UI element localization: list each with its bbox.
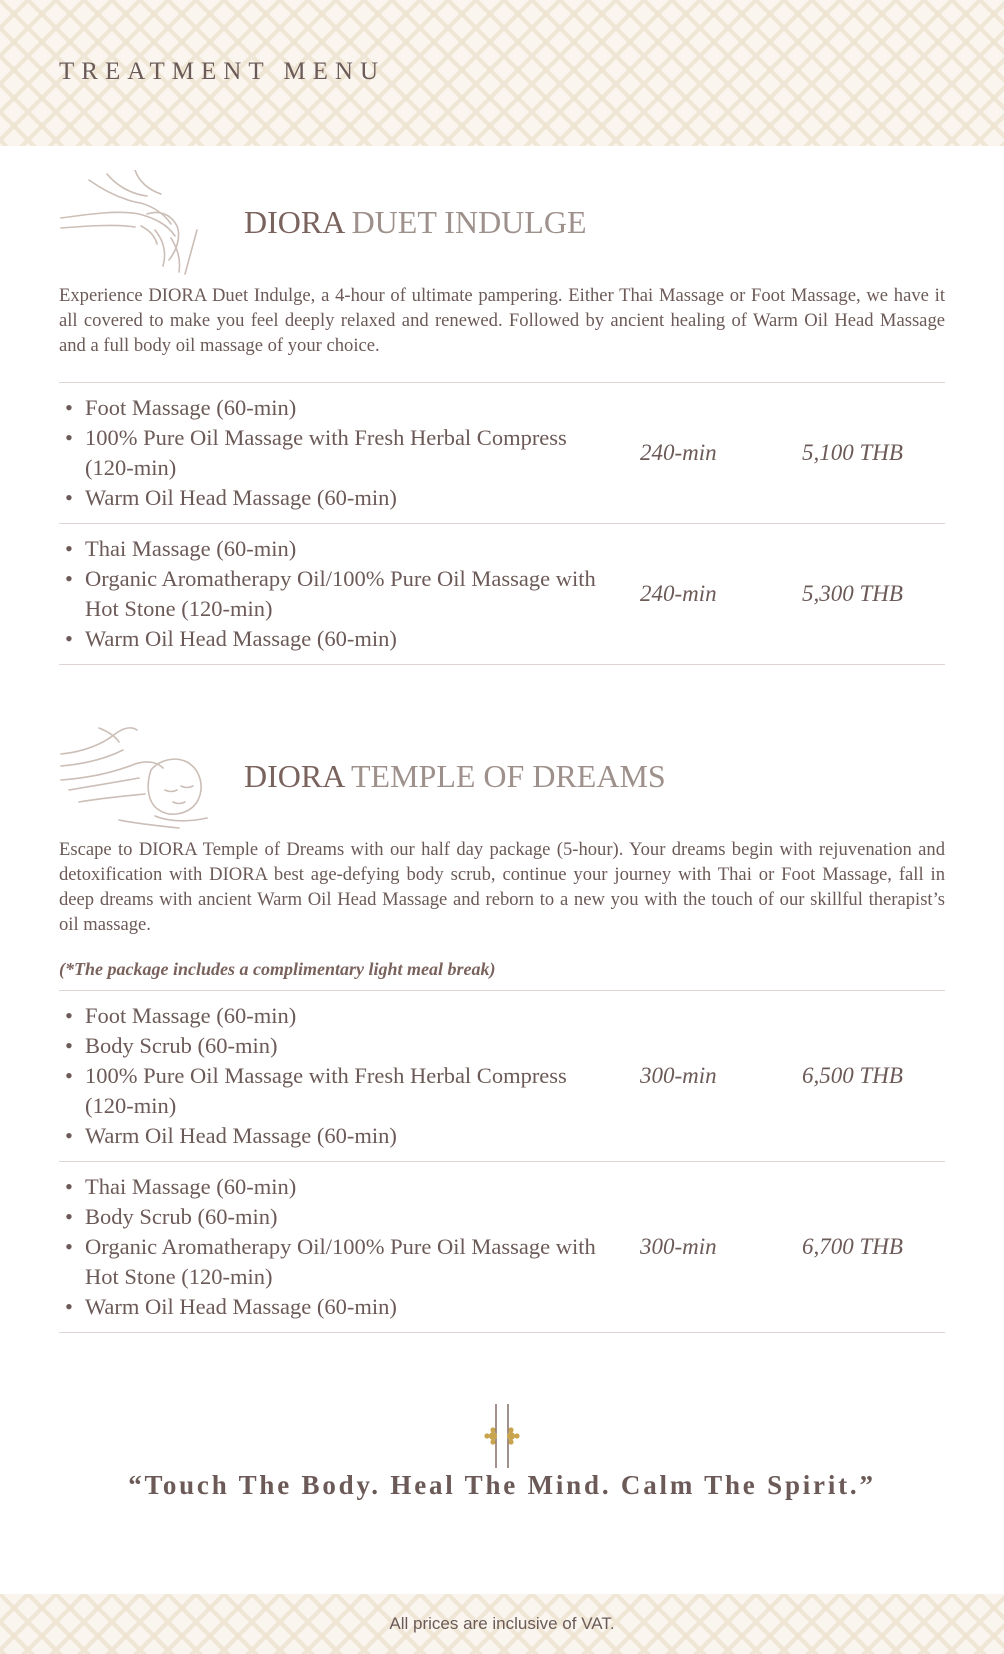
tagline: “Touch The Body. Heal The Mind. Calm The Spirit.”: [128, 1470, 876, 1500]
section-duet-indulge: [59, 170, 945, 665]
package-list: [59, 382, 945, 665]
title-name: DUET INDULGE: [351, 204, 587, 240]
package-item: • Warm Oil Head Massage (60-min): [59, 624, 619, 654]
section-description: Escape to DIORA Temple of Dreams with our half day package (5-hour). Your dreams begin with rejuvenation and detoxification with DIORA best age-defying body scrub, continue your journey with Thai or Foot Massage, fall in deep dreams with ancient Warm Oil Head Massage and reborn to a new you with the touch of our skillful therapist’s oil massage.: [59, 839, 945, 935]
package-row: [59, 991, 945, 1162]
package-item: • Warm Oil Head Massage (60-min): [59, 483, 619, 513]
head-massage-icon: [59, 724, 209, 829]
package-item: • Thai Massage (60-min): [59, 1172, 619, 1202]
title-brand: DIORA: [244, 758, 344, 794]
package-item: • Body Scrub (60-min): [59, 1031, 619, 1061]
package-row: [59, 1162, 945, 1333]
package-item: • Organic Aromatherapy Oil/100% Pure Oil Massage with Hot Stone (120-min): [59, 564, 619, 624]
flower-ornament-icon: [482, 1404, 522, 1468]
package-price: 5,100 THB: [802, 440, 903, 465]
package-item: • Warm Oil Head Massage (60-min): [59, 1121, 619, 1151]
title-brand: DIORA: [244, 204, 344, 240]
section-header: [59, 170, 945, 275]
section-title: [244, 758, 666, 795]
package-item: • Foot Massage (60-min): [59, 1001, 619, 1031]
package-item: • Foot Massage (60-min): [59, 393, 619, 423]
package-duration: 240-min: [640, 440, 717, 465]
title-name: TEMPLE OF DREAMS: [350, 758, 666, 794]
package-row: [59, 524, 945, 665]
page-title: TREATMENT MENU: [59, 58, 386, 85]
massage-hands-icon: [59, 170, 209, 275]
vat-note: All prices are inclusive of VAT.: [389, 1614, 615, 1633]
package-list: [59, 990, 945, 1333]
package-item: • 100% Pure Oil Massage with Fresh Herbal Compress (120-min): [59, 1061, 619, 1121]
package-duration: 240-min: [640, 581, 717, 606]
package-items: [59, 393, 619, 513]
package-price: 5,300 THB: [802, 581, 903, 606]
section-description: Experience DIORA Duet Indulge, a 4-hour of ultimate pampering. Either Thai Massage or Foot Massage, we have it all covered to make you feel deeply relaxed and renewed. Followed by ancient healing of Warm Oil Head Massage and a full body oil massage of your choice.: [59, 285, 945, 356]
package-duration: 300-min: [640, 1234, 717, 1259]
package-items: [59, 534, 619, 654]
package-items: [59, 1172, 619, 1322]
package-row: [59, 383, 945, 524]
package-item: • 100% Pure Oil Massage with Fresh Herbal Compress (120-min): [59, 423, 619, 483]
package-item: • Organic Aromatherapy Oil/100% Pure Oil Massage with Hot Stone (120-min): [59, 1232, 619, 1292]
package-item: • Body Scrub (60-min): [59, 1202, 619, 1232]
package-note: (*The package includes a complimentary light meal break): [59, 959, 496, 979]
section-title: [244, 204, 586, 241]
section-temple-of-dreams: [59, 724, 945, 1333]
package-price: 6,700 THB: [802, 1234, 903, 1259]
package-item: • Warm Oil Head Massage (60-min): [59, 1292, 619, 1322]
package-items: [59, 1001, 619, 1151]
section-header: [59, 724, 945, 829]
package-item: • Thai Massage (60-min): [59, 534, 619, 564]
package-price: 6,500 THB: [802, 1063, 903, 1088]
package-duration: 300-min: [640, 1063, 717, 1088]
